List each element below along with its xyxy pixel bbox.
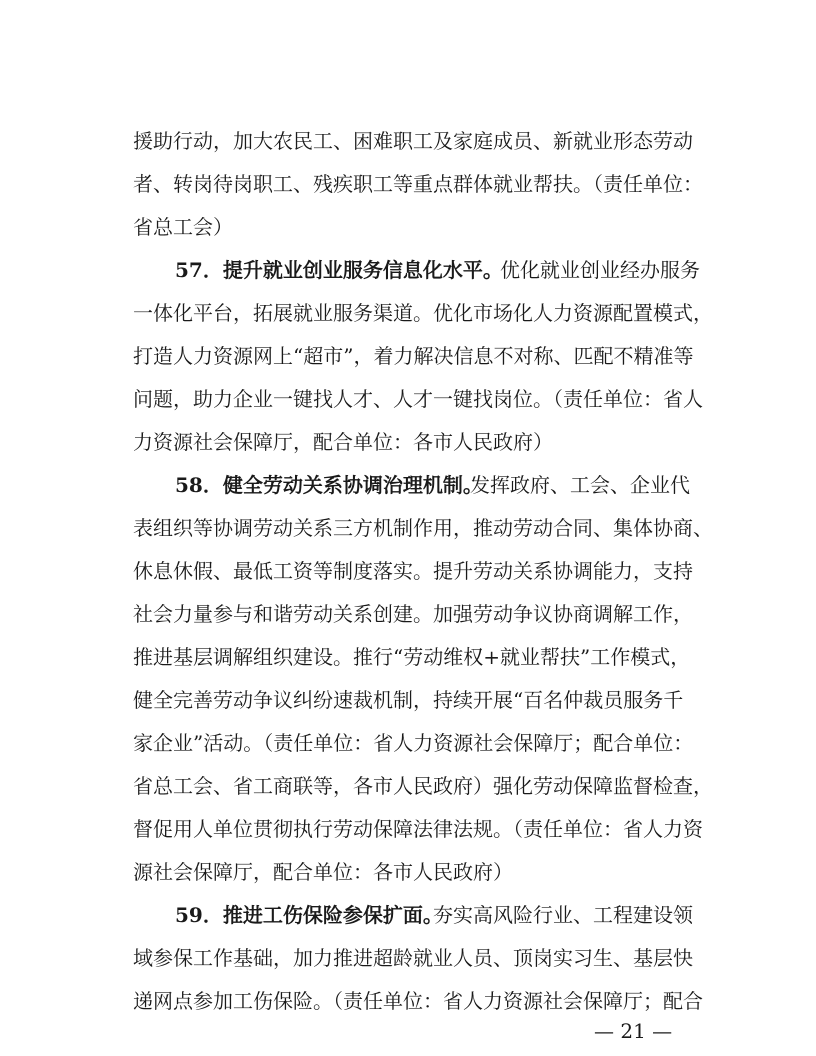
text-line — [0, 850, 816, 894]
line-text: 休息休假、最低工资等制度落实。提升劳动关系协调能力，支持 — [133, 559, 693, 583]
text-line — [0, 936, 816, 980]
item-59-heading: 59．推进工伤保险参保扩面。 — [175, 903, 443, 927]
line-text: 者、转岗待岗职工、残疾职工等重点群体就业帮扶。（责任单位： — [133, 172, 703, 196]
line-text: 省总工会、省工商联等，各市人民政府）强化劳动保障监督检查， — [133, 774, 713, 798]
line-text: 一体化平台，拓展就业服务渠道。优化市场化人力资源配置模式， — [133, 301, 713, 325]
item-59-heading-line — [0, 893, 816, 937]
text-line — [0, 549, 816, 593]
line-text: 表组织等协调劳动关系三方机制作用，推动劳动合同、集体协商、 — [133, 516, 713, 540]
text-line — [0, 764, 816, 808]
line-text: 夯实高风险行业、工程建设领 — [433, 903, 693, 927]
line-text: 力资源社会保障厅，配合单位：各市人民政府） — [133, 430, 553, 454]
line-text: 源社会保障厅，配合单位：各市人民政府） — [133, 860, 513, 884]
line-text: 问题，助力企业一键找人才、人才一键找岗位。（责任单位：省人 — [133, 387, 703, 411]
line-text: 推进基层调解组织建设。推行“劳动维权+就业帮扶”工作模式， — [133, 645, 691, 669]
line-text: 发挥政府、工会、企业代 — [470, 473, 690, 497]
item-58-heading: 58．健全劳动关系协调治理机制。 — [175, 473, 483, 497]
line-text: 家企业”活动。（责任单位：省人力资源社会保障厅；配合单位： — [133, 731, 694, 755]
text-line — [0, 420, 816, 464]
text-line — [0, 592, 816, 636]
text-line — [0, 377, 816, 421]
text-line — [0, 334, 816, 378]
text-line — [0, 979, 816, 1023]
item-57-heading: 57．提升就业创业服务信息化水平。 — [175, 258, 503, 282]
text-line — [0, 635, 816, 679]
text-line — [0, 162, 816, 206]
text-line — [0, 721, 816, 765]
line-text: 省总工会） — [133, 215, 233, 239]
line-text: 健全完善劳动争议纠纷速裁机制，持续开展“百名仲裁员服务千 — [133, 688, 684, 712]
line-text: 打造人力资源网上“超市”，着力解决信息不对称、匹配不精准等 — [133, 344, 694, 368]
line-text: 援助行动，加大农民工、困难职工及家庭成员、新就业形态劳动 — [133, 129, 693, 153]
item-58-heading-line — [0, 463, 816, 507]
text-line — [0, 291, 816, 335]
text-line — [0, 506, 816, 550]
line-text: 递网点参加工伤保险。（责任单位：省人力资源社会保障厅；配合 — [133, 989, 703, 1013]
line-text: 域参保工作基础，加力推进超龄就业人员、顶岗实习生、基层快 — [133, 946, 693, 970]
text-line — [0, 807, 816, 851]
line-text: 社会力量参与和谐劳动关系创建。加强劳动争议协商调解工作， — [133, 602, 693, 626]
line-text: 优化就业创业经办服务 — [500, 258, 700, 282]
text-line — [0, 205, 816, 249]
item-57-heading-line — [0, 248, 816, 292]
text-line — [0, 119, 816, 163]
line-text: 督促用人单位贯彻执行劳动保障法律法规。（责任单位：省人力资 — [133, 817, 703, 841]
text-line — [0, 678, 816, 722]
page-number: — 21 — — [594, 1019, 673, 1043]
